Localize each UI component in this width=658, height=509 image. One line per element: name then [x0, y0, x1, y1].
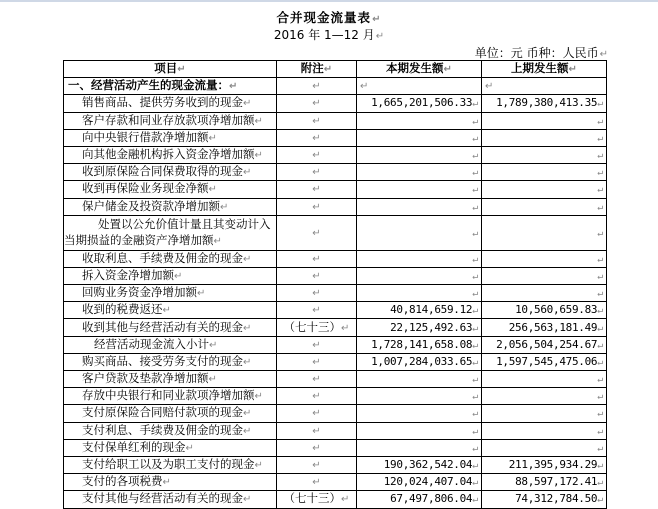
report-period: 2016 年 1—12 月↵ — [273, 28, 385, 42]
row-previous-amount: ↵ — [482, 439, 607, 456]
row-note: ↵ — [277, 215, 357, 250]
row-current-amount: ↵ — [357, 215, 482, 250]
row-previous-amount: 74,312,784.50↵ — [482, 491, 607, 508]
table-row — [64, 215, 607, 250]
row-current-amount: ↵ — [357, 285, 482, 302]
row-label: 处置以公允价值计量且其变动计入当期损益的金融资产净增加额↵ — [64, 215, 277, 250]
row-current-amount: ↵ — [357, 267, 482, 284]
row-note: ↵ — [277, 198, 357, 215]
table-row — [64, 302, 607, 319]
row-current-amount: ↵ — [357, 146, 482, 163]
row-previous-amount: ↵ — [482, 181, 607, 198]
current-cell: ↵ — [357, 78, 482, 95]
row-note: ↵ — [277, 267, 357, 284]
row-label: 客户贷款及垫款净增加额↵ — [64, 371, 277, 388]
row-note: （七十三）↵ — [277, 319, 357, 336]
row-label: 向中央银行借款净增加额↵ — [64, 129, 277, 146]
table-row — [64, 491, 607, 508]
row-previous-amount: ↵ — [482, 388, 607, 405]
row-note: ↵ — [277, 112, 357, 129]
window-edge — [0, 0, 658, 2]
row-label: 购买商品、接受劳务支付的现金↵ — [64, 353, 277, 370]
table-row — [64, 267, 607, 284]
row-note: ↵ — [277, 439, 357, 456]
section-title: 一、经营活动产生的现金流量：↵ — [64, 78, 277, 95]
row-label: 支付保单红利的现金↵ — [64, 439, 277, 456]
table-row — [64, 164, 607, 181]
row-previous-amount: 256,563,181.49↵ — [482, 319, 607, 336]
row-note: ↵ — [277, 474, 357, 491]
row-current-amount: 190,362,542.04↵ — [357, 456, 482, 473]
row-note: ↵ — [277, 181, 357, 198]
row-note: ↵ — [277, 164, 357, 181]
table-row — [64, 285, 607, 302]
row-label: 收到其他与经营活动有关的现金↵ — [64, 319, 277, 336]
table-row — [64, 146, 607, 163]
row-previous-amount: 10,560,659.83↵ — [482, 302, 607, 319]
row-current-amount: 67,497,806.04↵ — [357, 491, 482, 508]
row-previous-amount: ↵ — [482, 422, 607, 439]
table-row — [64, 371, 607, 388]
row-current-amount: 22,125,492.63↵ — [357, 319, 482, 336]
row-label: 向其他金融机构拆入资金净增加额↵ — [64, 146, 277, 163]
table-row — [64, 353, 607, 370]
row-previous-amount: ↵ — [482, 146, 607, 163]
row-current-amount: ↵ — [357, 164, 482, 181]
row-current-amount: ↵ — [357, 181, 482, 198]
row-current-amount: ↵ — [357, 371, 482, 388]
header-previous-period: 上期发生额↵ — [482, 61, 607, 78]
row-previous-amount: ↵ — [482, 215, 607, 250]
row-label: 收到的税费返还↵ — [64, 302, 277, 319]
row-current-amount: ↵ — [357, 405, 482, 422]
table-row — [64, 422, 607, 439]
table-row — [64, 405, 607, 422]
table-row — [64, 319, 607, 336]
previous-cell: ↵ — [482, 78, 607, 95]
row-current-amount: ↵ — [357, 198, 482, 215]
row-label: 存放中央银行和同业款项净增加额↵ — [64, 388, 277, 405]
row-note: ↵ — [277, 353, 357, 370]
header-item: 项目↵ — [64, 61, 277, 78]
row-label: 客户存款和同业存放款项净增加额↵ — [64, 112, 277, 129]
table-row — [64, 129, 607, 146]
page-title: 合并现金流量表↵ — [276, 10, 382, 25]
row-note: ↵ — [277, 146, 357, 163]
row-note: ↵ — [277, 371, 357, 388]
row-label: 拆入资金净增加额↵ — [64, 267, 277, 284]
row-label: 回购业务资金净增加额↵ — [64, 285, 277, 302]
row-previous-amount: ↵ — [482, 129, 607, 146]
row-previous-amount: ↵ — [482, 267, 607, 284]
row-current-amount: ↵ — [357, 422, 482, 439]
row-label: 销售商品、提供劳务收到的现金↵ — [64, 95, 277, 112]
row-note: ↵ — [277, 456, 357, 473]
header-note: 附注↵ — [277, 61, 357, 78]
table-row — [64, 112, 607, 129]
row-label: 收到原保险合同保费取得的现金↵ — [64, 164, 277, 181]
table-row — [64, 336, 607, 353]
row-note: ↵ — [277, 95, 357, 112]
row-note: ↵ — [277, 405, 357, 422]
row-previous-amount: ↵ — [482, 405, 607, 422]
row-note: ↵ — [277, 250, 357, 267]
row-current-amount: ↵ — [357, 129, 482, 146]
row-note: ↵ — [277, 388, 357, 405]
section-row — [64, 78, 607, 95]
row-current-amount: 1,728,141,658.08↵ — [357, 336, 482, 353]
row-previous-amount: 2,056,504,254.67↵ — [482, 336, 607, 353]
row-previous-amount: 211,395,934.29↵ — [482, 456, 607, 473]
table-row — [64, 181, 607, 198]
currency-unit: 单位：元 币种：人民币↵ — [474, 46, 608, 60]
row-label: 支付其他与经营活动有关的现金↵ — [64, 491, 277, 508]
table-row — [64, 388, 607, 405]
table-row — [64, 474, 607, 491]
row-current-amount: 1,665,201,506.33↵ — [357, 95, 482, 112]
row-note: ↵ — [277, 422, 357, 439]
row-previous-amount: ↵ — [482, 112, 607, 129]
table-row — [64, 95, 607, 112]
row-current-amount: ↵ — [357, 388, 482, 405]
row-current-amount: 1,007,284,033.65↵ — [357, 353, 482, 370]
row-previous-amount: 1,789,380,413.35↵ — [482, 95, 607, 112]
table-row — [64, 250, 607, 267]
row-label: 支付原保险合同赔付款项的现金↵ — [64, 405, 277, 422]
row-current-amount: ↵ — [357, 112, 482, 129]
row-previous-amount: ↵ — [482, 371, 607, 388]
row-previous-amount: 1,597,545,475.06↵ — [482, 353, 607, 370]
row-note: ↵ — [277, 129, 357, 146]
header-current-period: 本期发生额↵ — [357, 61, 482, 78]
row-previous-amount: ↵ — [482, 198, 607, 215]
row-note: ↵ — [277, 302, 357, 319]
row-previous-amount: ↵ — [482, 250, 607, 267]
row-current-amount: 40,814,659.12↵ — [357, 302, 482, 319]
row-previous-amount: 88,597,172.41↵ — [482, 474, 607, 491]
row-note: （七十三）↵ — [277, 491, 357, 508]
row-label: 收到再保险业务现金净额↵ — [64, 181, 277, 198]
row-label: 支付的各项税费↵ — [64, 474, 277, 491]
row-previous-amount: ↵ — [482, 164, 607, 181]
row-current-amount: 120,024,407.04↵ — [357, 474, 482, 491]
table-header-row — [64, 61, 607, 78]
row-label: 经营活动现金流入小计↵ — [64, 336, 277, 353]
row-label: 支付给职工以及为职工支付的现金↵ — [64, 456, 277, 473]
row-previous-amount: ↵ — [482, 285, 607, 302]
row-note: ↵ — [277, 285, 357, 302]
cash-flow-table — [63, 60, 607, 509]
note-cell: ↵ — [277, 78, 357, 95]
row-note: ↵ — [277, 336, 357, 353]
table-row — [64, 198, 607, 215]
row-label: 收取利息、手续费及佣金的现金↵ — [64, 250, 277, 267]
row-current-amount: ↵ — [357, 250, 482, 267]
row-label: 保户储金及投资款净增加额↵ — [64, 198, 277, 215]
row-label: 支付利息、手续费及佣金的现金↵ — [64, 422, 277, 439]
table-row — [64, 456, 607, 473]
row-current-amount: ↵ — [357, 439, 482, 456]
table-row — [64, 439, 607, 456]
